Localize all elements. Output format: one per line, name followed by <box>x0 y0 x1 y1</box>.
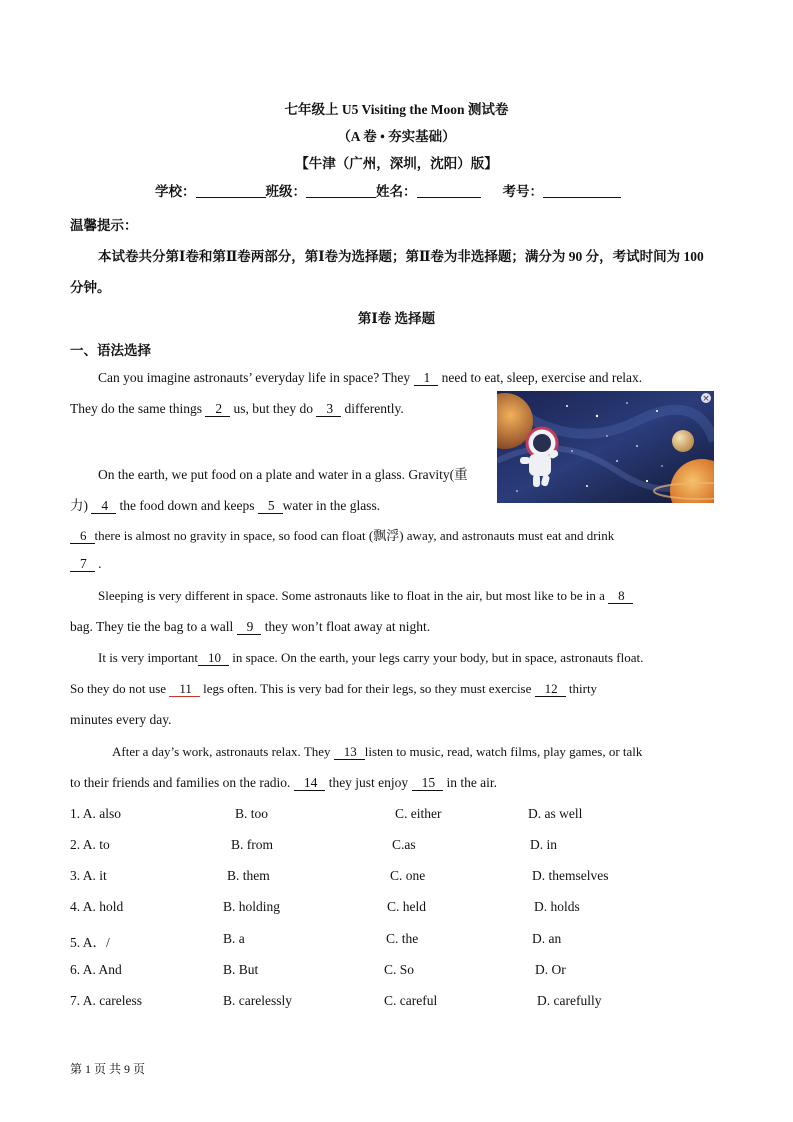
passage-line-13: to their friends and families on the radio. 14 they just enjoy 15 in the air. <box>70 775 498 790</box>
passage-line-10: So they do not use 11 legs often. This is very bad for their legs, so they must exercise 12 thirty <box>70 681 598 696</box>
question-2-option-d[interactable]: D. in <box>530 837 557 852</box>
exam-no-label: 考号： <box>502 184 543 199</box>
blank-4[interactable]: 4 <box>91 498 116 514</box>
student-info-row <box>155 180 621 200</box>
question-3-option-c[interactable]: C. one <box>390 868 426 883</box>
exam-edition: 【牛津（广州，深圳，沈阳）版】 <box>295 156 498 171</box>
passage-line-2: They do the same things 2 us, but they do 3 differently. <box>70 401 404 416</box>
blank-5[interactable]: 5 <box>258 498 283 514</box>
passage-line-12: After a day’s work, astronauts relax. They 13 listen to music, read, watch films, play games, or talk <box>112 744 643 759</box>
blank-12[interactable]: 12 <box>535 681 566 697</box>
blank-15[interactable]: 15 <box>412 775 444 791</box>
notice-line-2: 分钟。 <box>70 280 111 295</box>
question-7-option-d[interactable]: D. carefully <box>537 993 602 1008</box>
question-6-option-a[interactable]: 6. A. And <box>70 962 122 977</box>
blank-13[interactable]: 13 <box>334 744 365 760</box>
question-7-option-c[interactable]: C. careful <box>384 993 438 1008</box>
question-5-option-d[interactable]: D. an <box>532 931 562 946</box>
exam-subtitle: （A 卷 • 夯实基础） <box>337 129 456 144</box>
question-4-option-d[interactable]: D. holds <box>534 899 580 914</box>
blank-6[interactable]: 6 <box>70 528 95 544</box>
passage-line-1: Can you imagine astronauts’ everyday life in space? They 1 need to eat, sleep, exercise and relax. <box>98 370 643 385</box>
planet-small-icon <box>672 430 694 452</box>
school-label: 学校： <box>155 184 196 199</box>
part-title: 一、语法选择 <box>70 343 151 358</box>
class-label: 班级： <box>265 184 306 199</box>
question-2-option-a[interactable]: 2. A. to <box>70 837 110 852</box>
question-1-option-a[interactable]: 1. A. also <box>70 806 122 821</box>
question-4-option-a[interactable]: 4. A. hold <box>70 899 124 914</box>
school-field[interactable] <box>196 183 266 198</box>
blank-8[interactable]: 8 <box>608 588 633 604</box>
question-4-option-c[interactable]: C. held <box>387 899 426 914</box>
notice-label: 温馨提示： <box>70 218 138 233</box>
passage-line-9: It is very important 10 in space. On the earth, your legs carry your body, but in space, astronauts float. <box>98 650 644 665</box>
class-field[interactable] <box>306 183 376 198</box>
question-6-option-b[interactable]: B. But <box>223 962 259 977</box>
question-6-option-d[interactable]: D. Or <box>535 962 566 977</box>
name-field[interactable] <box>417 183 481 198</box>
blank-11[interactable]: 11 <box>169 681 200 697</box>
question-1-option-c[interactable]: C. either <box>395 806 442 821</box>
blank-9[interactable]: 9 <box>237 619 262 635</box>
passage-line-7: Sleeping is very different in space. Some astronauts like to float in the air, but most like to be in a 8 <box>98 588 633 604</box>
question-4-option-b[interactable]: B. holding <box>223 899 281 914</box>
blank-1[interactable]: 1 <box>414 370 439 386</box>
notice-line-1: 本试卷共分第Ⅰ卷和第Ⅱ卷两部分，第Ⅰ卷为选择题；第Ⅱ卷为非选择题；满分为 90 分，考试时间为 100 <box>98 249 704 264</box>
question-7-option-a[interactable]: 7. A. careless <box>70 993 142 1008</box>
question-7-option-b[interactable]: B. carelessly <box>223 993 292 1008</box>
question-5-option-b[interactable]: B. a <box>223 931 245 946</box>
page-number: 第 1 页 共 9 页 <box>70 1062 146 1076</box>
passage-line-3: On the earth, we put food on a plate and water in a glass. Gravity(重 <box>98 467 468 482</box>
question-1-option-b[interactable]: B. too <box>235 806 269 821</box>
blank-7[interactable]: 7 <box>70 556 95 572</box>
question-3-option-a[interactable]: 3. A. it <box>70 868 107 883</box>
passage-line-11: minutes every day. <box>70 712 172 727</box>
name-label: 姓名： <box>376 184 417 199</box>
blank-10[interactable]: 10 <box>198 650 229 666</box>
question-2-option-c[interactable]: C.as <box>392 837 416 852</box>
question-5-option-a[interactable]: 5. A．/ <box>70 935 110 950</box>
passage-line-8: bag. They tie the bag to a wall 9 they won’t float away at night. <box>70 619 431 634</box>
blank-3[interactable]: 3 <box>316 401 341 417</box>
close-icon: × <box>702 394 710 404</box>
passage-line-5: 6 there is almost no gravity in space, so food can float (飘浮) away, and astronauts must eat and drink <box>70 525 614 544</box>
exam-no-field[interactable] <box>543 183 621 198</box>
blank-2[interactable]: 2 <box>205 401 230 417</box>
exam-title: 七年级上 U5 Visiting the Moon 测试卷 <box>284 102 509 117</box>
question-1-option-d[interactable]: D. as well <box>528 806 583 821</box>
blank-14[interactable]: 14 <box>294 775 326 791</box>
passage-line-6: 7 . <box>70 556 102 572</box>
volume-title: 第Ⅰ卷 选择题 <box>357 311 436 326</box>
question-5-option-c[interactable]: C. the <box>386 931 419 946</box>
question-3-option-b[interactable]: B. them <box>227 868 270 883</box>
question-6-option-c[interactable]: C. So <box>384 962 415 977</box>
space-illustration <box>497 391 714 503</box>
question-3-option-d[interactable]: D. themselves <box>532 868 609 883</box>
passage-line-4: 力) 4 the food down and keeps 5 water in the glass. <box>70 498 381 513</box>
question-2-option-b[interactable]: B. from <box>231 837 273 852</box>
astronaut-in-space-image <box>497 391 714 503</box>
